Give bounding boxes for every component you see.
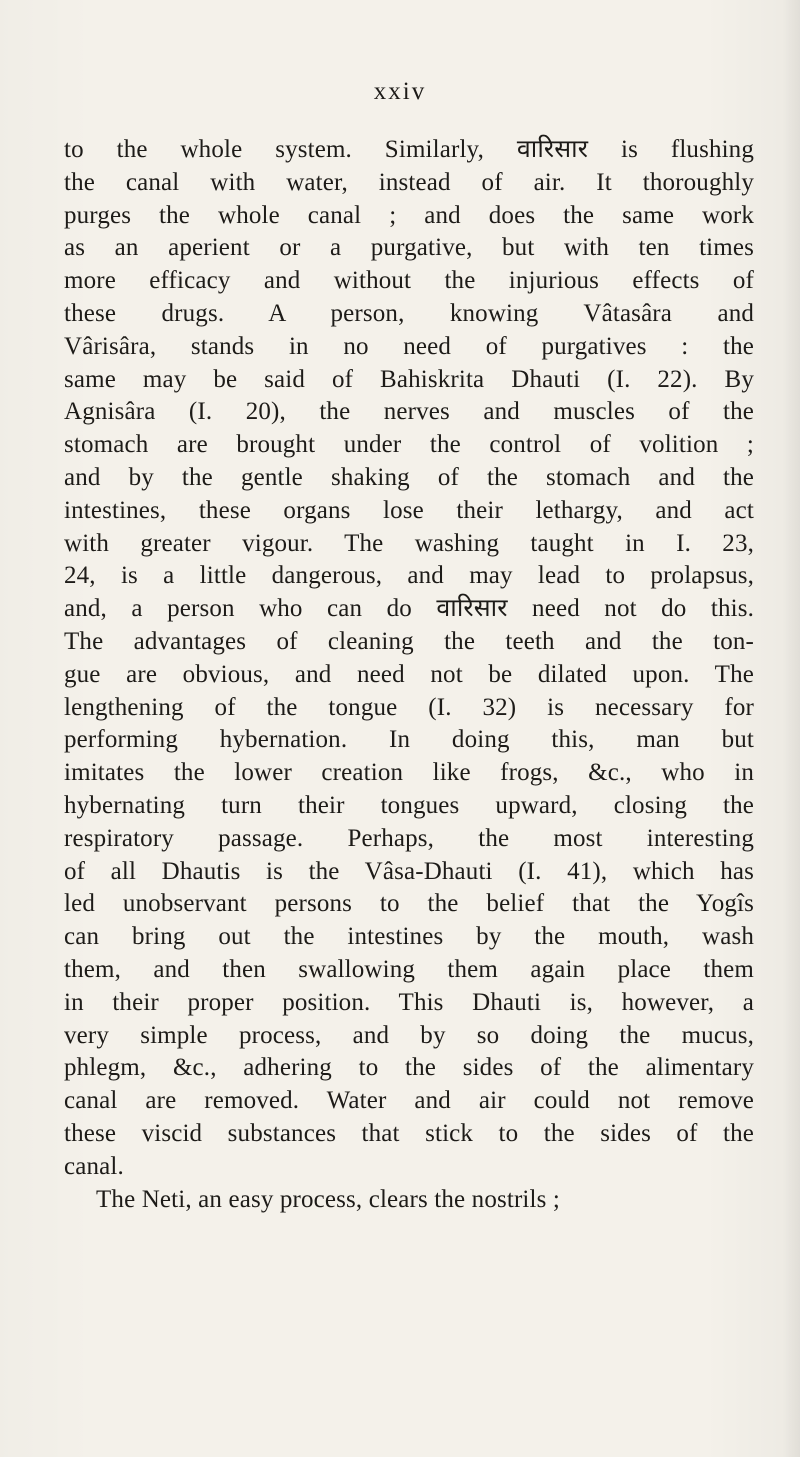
text-line: Vârisâra, stands in no need of purgatives : the	[64, 332, 754, 360]
text-line: and, a person who can do वारिसार need not do this.	[64, 595, 754, 623]
text-line: purges the whole canal ; and does the same work	[64, 201, 754, 229]
text-line: with greater vigour. The washing taught in I. 23,	[64, 529, 754, 557]
text-line: in their proper position. This Dhauti is, however, a	[64, 988, 754, 1016]
paragraph-1	[64, 134, 754, 1184]
text-line: same may be said of Bahiskrita Dhauti (I. 22). By	[64, 365, 754, 393]
text-line: to the whole system. Similarly, वारिसार is flushing	[64, 136, 754, 163]
text-line: The advantages of cleaning the teeth and the ton-	[64, 627, 754, 655]
text-line: canal are removed. Water and air could not remove	[64, 1087, 754, 1115]
page-number: xxiv	[373, 78, 427, 105]
text-line: stomach are brought under the control of volition ;	[64, 431, 754, 459]
text-line: lengthening of the tongue (I. 32) is necessary for	[64, 693, 754, 721]
text-line: these drugs. A person, knowing Vâtasâra and	[64, 299, 754, 327]
text-line: respiratory passage. Perhaps, the most interesting	[64, 824, 754, 852]
text-line: more efficacy and without the injurious effects of	[64, 267, 754, 295]
text-line: Agnisâra (I. 20), the nerves and muscles of the	[64, 398, 754, 426]
text-line: of all Dhautis is the Vâsa-Dhauti (I. 41), which has	[64, 857, 754, 885]
text-line: phlegm, &c., adhering to the sides of the alimentary	[64, 1054, 754, 1082]
text-line: 24, is a little dangerous, and may lead to prolapsus,	[64, 562, 754, 590]
text-line: very simple process, and by so doing the mucus,	[64, 1021, 754, 1049]
page-edge-shadow	[782, 0, 800, 1457]
paragraph-2	[64, 1184, 754, 1217]
text-line: intestines, these organs lose their lethargy, and act	[64, 496, 754, 524]
text-line: The Neti, an easy process, clears the nostrils ;	[96, 1185, 560, 1213]
text-line: performing hybernation. In doing this, man but	[64, 726, 754, 754]
text-line: them, and then swallowing them again place them	[64, 955, 754, 983]
text-line: these viscid substances that stick to the sides of the	[64, 1119, 754, 1147]
text-line: and by the gentle shaking of the stomach and the	[64, 463, 754, 491]
text-line: canal.	[64, 1152, 124, 1180]
body-text	[64, 134, 754, 1216]
text-line: led unobservant persons to the belief that the Yogîs	[64, 890, 754, 918]
text-line: as an aperient or a purgative, but with ten times	[64, 234, 754, 262]
text-line: gue are obvious, and need not be dilated upon. The	[64, 660, 754, 688]
text-line: hybernating turn their tongues upward, closing the	[64, 791, 754, 819]
text-line: can bring out the intestines by the mouth, wash	[64, 923, 754, 951]
text-line: the canal with water, instead of air. It thoroughly	[64, 168, 754, 196]
text-line: imitates the lower creation like frogs, &c., who in	[64, 759, 754, 787]
